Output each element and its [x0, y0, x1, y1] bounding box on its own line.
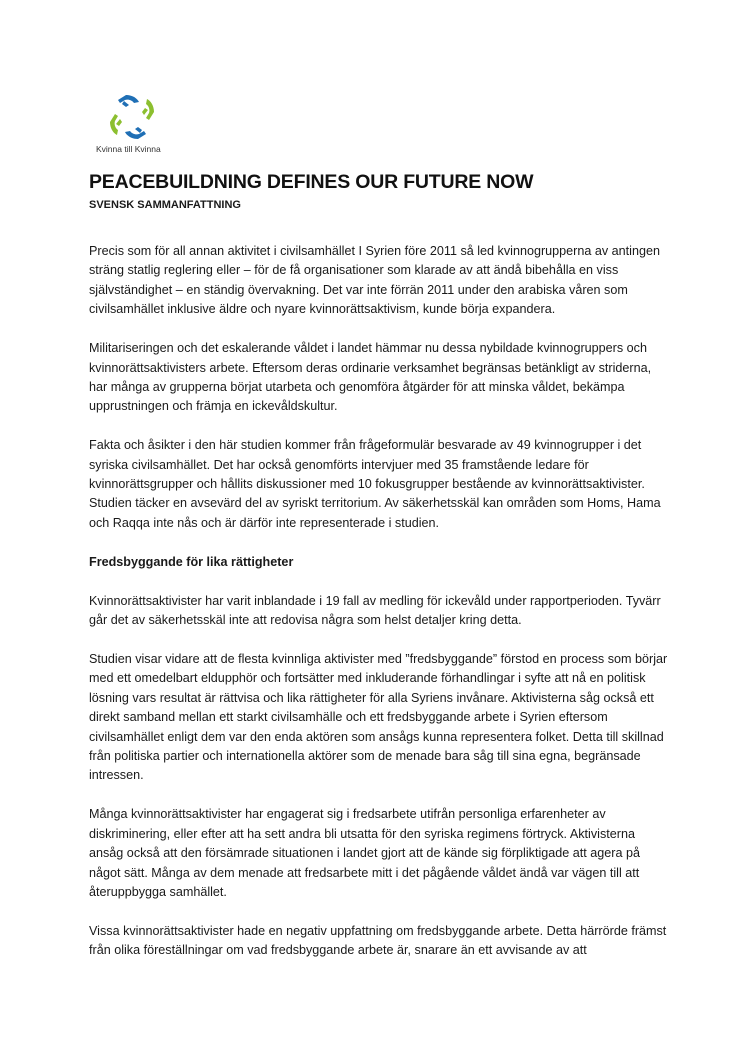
paragraph: Fakta och åsikter i den här studien kommer från frågeformulär besvarade av 49 kvinnogrupper i det syriska civilsamhället. Det har också genomförts intervjuer med 35 framstående ledare för kvinnorättsgrupper och hållits diskussioner med 10 fokusgrupper bestående av kvinnorättsaktivister. Studien täcker en avsevärd del av syriskt territorium. Av säkerhetsskäl kan områden som Homs, Hama och Raqqa inte nås och är därför inte representerade i studien. [89, 438, 661, 530]
paragraph: Militariseringen och det eskalerande våldet i landet hämmar nu dessa nybildade kvinnogruppers och kvinnorättsaktivisters arbete. Eftersom deras ordinarie verksamhet begränsas betänkligt av striderna, har många av grupperna börjat utarbeta och genomföra åtgärder för att minska våldet, bekämpa upprustningen och främja en ickevåldskultur. [89, 341, 652, 414]
document-subtitle: SVENSK SAMMANFATTNING [89, 199, 241, 211]
paragraph: Studien visar vidare att de flesta kvinnliga aktivister med ”fredsbyggande” förstod en process som börjar med ett omedelbart eldupphör och fortsätter med inkluderande förhandlingar i syfte att nå en politisk lösning vars resultat är rättvisa och lika rättigheter för alla Syriens invånare. Aktivisterna såg också ett direkt samband mellan ett starkt civilsamhälle och ett fredsbyggande arbete i Syrien eftersom civilsamhället enligt dem var den enda aktören som ansågs kunna representera folket. Detta till skillnad från politiska partier och internationella aktörer som de menade bara såg till sina egna, begränsade intressen. [89, 652, 668, 783]
paragraph: Precis som för all annan aktivitet i civilsamhället I Syrien före 2011 så led kvinnogrupperna av antingen sträng statlig reglering eller – för de få organisationer som klarade av att ändå bibehålla en viss självständighet – en ständig övervakning. Det var inte förrän 2011 under den arabiska våren som civilsamhället inklusive äldre och nyare kvinnorättsaktivism, kunde börja expandera. [89, 244, 660, 317]
paragraph: Kvinnorättsaktivister har varit inblandade i 19 fall av medling för ickevåld under rapportperioden. Tyvärr går det av säkerhetsskäl inte att redovisa några som helst detaljer kring detta. [89, 593, 661, 628]
hands-logo-icon [106, 92, 158, 142]
section-heading: Fredsbyggande för lika rättigheter [89, 554, 294, 569]
organization-logo [96, 92, 186, 162]
paragraph: Många kvinnorättsaktivister har engagerat sig i fredsarbete utifrån personliga erfarenheter av diskriminering, eller efter att ha sett andra bli utsatta för den syriska regimens förtryck. Aktivisterna ansåg också att den försämrade situationen i landet gjort att de kände sig förpliktigade att agera på något sätt. Många av dem menade att fredsarbete mitt i det pågående våldet ändå var vägen till att återuppbygga samhället. [89, 807, 640, 899]
document-title: PEACEBUILDNING DEFINES OUR FUTURE NOW [89, 171, 534, 193]
document-body [89, 168, 669, 961]
paragraph: Vissa kvinnorättsaktivister hade en negativ uppfattning om fredsbyggande arbete. Detta härrörde främst från olika föreställningar om vad fredsbyggande arbete är, snarare än ett avvisande av att [89, 923, 667, 958]
logo-text: Kvinna till Kvinna [96, 144, 161, 154]
